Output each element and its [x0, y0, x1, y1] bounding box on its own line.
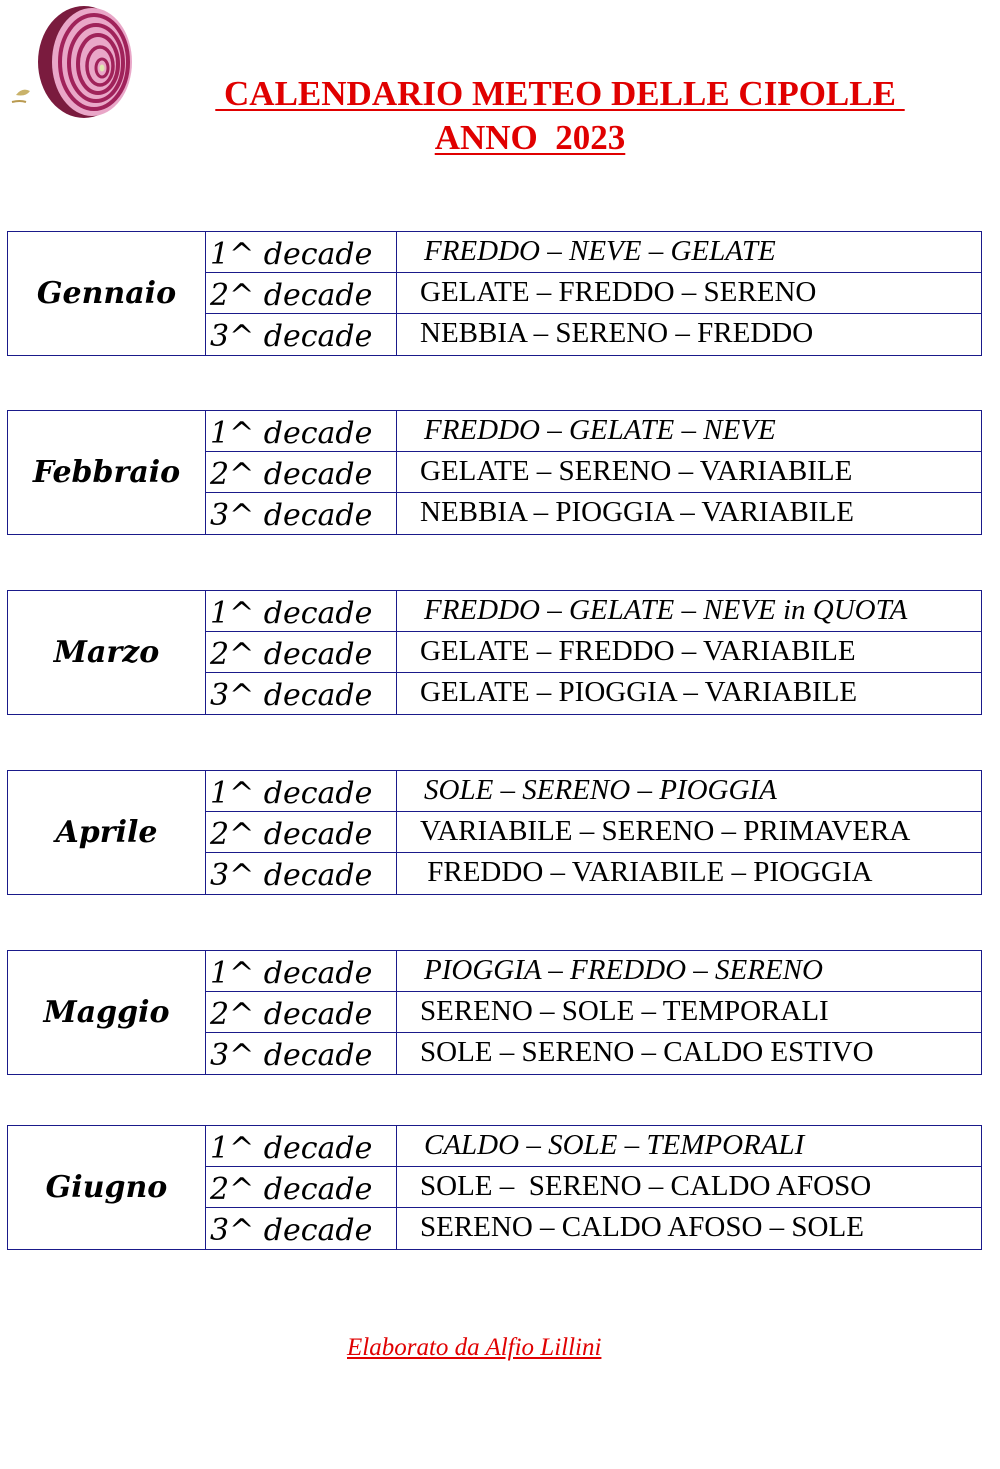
- month-table-0: [7, 231, 982, 356]
- month-table-3: [7, 770, 982, 895]
- column-divider: [396, 1208, 397, 1249]
- decade-row: [206, 632, 981, 673]
- decade-row: [206, 673, 981, 714]
- column-divider: [396, 591, 397, 631]
- decade-label: 3^ decade: [210, 498, 373, 533]
- decade-label: 2^ decade: [210, 817, 373, 852]
- forecast-text: CALDO – SOLE – TEMPORALI: [424, 1129, 805, 1161]
- decade-row: [206, 853, 981, 894]
- decade-label: 1^ decade: [210, 956, 373, 991]
- forecast-text: PIOGGIA – FREDDO – SERENO: [424, 954, 823, 986]
- column-divider: [396, 411, 397, 451]
- decade-row: [206, 411, 981, 452]
- month-name: Febbraio: [8, 411, 206, 534]
- decade-label: 3^ decade: [210, 319, 373, 354]
- month-table-2: [7, 590, 982, 715]
- month-name: Marzo: [8, 591, 206, 714]
- decade-label: 3^ decade: [210, 678, 373, 713]
- forecast-text: NEBBIA – SERENO – FREDDO: [420, 317, 814, 349]
- forecast-text: SOLE – SERENO – CALDO ESTIVO: [420, 1036, 874, 1068]
- month-name: Giugno: [8, 1126, 206, 1249]
- decade-row: [206, 951, 981, 992]
- forecast-text: FREDDO – VARIABILE – PIOGGIA: [420, 856, 873, 888]
- month-table-1: [7, 410, 982, 535]
- decade-label: 1^ decade: [210, 416, 373, 451]
- decade-label: 3^ decade: [210, 1213, 373, 1248]
- forecast-text: FREDDO – NEVE – GELATE: [424, 235, 776, 267]
- decade-row: [206, 232, 981, 273]
- forecast-text: NEBBIA – PIOGGIA – VARIABILE: [420, 496, 854, 528]
- page-title: CALENDARIO METEO DELLE CIPOLLE: [215, 74, 905, 113]
- decade-row: [206, 273, 981, 314]
- decade-row: [206, 1126, 981, 1167]
- column-divider: [396, 951, 397, 991]
- decade-row: [206, 452, 981, 493]
- forecast-text: VARIABILE – SERENO – PRIMAVERA: [420, 815, 911, 847]
- decade-row: [206, 1167, 981, 1208]
- column-divider: [396, 452, 397, 492]
- forecast-text: SOLE – SERENO – PIOGGIA: [424, 774, 777, 806]
- column-divider: [396, 1167, 397, 1207]
- column-divider: [396, 314, 397, 355]
- column-divider: [396, 273, 397, 313]
- decade-label: 1^ decade: [210, 237, 373, 272]
- forecast-text: GELATE – PIOGGIA – VARIABILE: [420, 676, 858, 708]
- decade-row: [206, 493, 981, 534]
- column-divider: [396, 632, 397, 672]
- month-table-4: [7, 950, 982, 1075]
- forecast-text: GELATE – SERENO – VARIABILE: [420, 455, 853, 487]
- decade-row: [206, 1208, 981, 1249]
- author-credit: Elaborato da Alfio Lillini: [347, 1334, 602, 1361]
- page-subtitle-year: ANNO 2023: [434, 118, 626, 157]
- decade-label: 1^ decade: [210, 1131, 373, 1166]
- decade-row: [206, 591, 981, 632]
- decade-label: 2^ decade: [210, 278, 373, 313]
- column-divider: [396, 771, 397, 811]
- forecast-text: SOLE – SERENO – CALDO AFOSO: [420, 1170, 872, 1202]
- column-divider: [396, 1033, 397, 1074]
- decade-row: [206, 812, 981, 853]
- decade-label: 3^ decade: [210, 858, 373, 893]
- forecast-text: FREDDO – GELATE – NEVE: [424, 414, 776, 446]
- forecast-text: GELATE – FREDDO – VARIABILE: [420, 635, 856, 667]
- month-name: Aprile: [8, 771, 206, 894]
- forecast-text: SERENO – CALDO AFOSO – SOLE: [420, 1211, 864, 1243]
- decade-row: [206, 314, 981, 355]
- month-table-5: [7, 1125, 982, 1250]
- column-divider: [396, 673, 397, 714]
- column-divider: [396, 232, 397, 272]
- decade-label: 1^ decade: [210, 596, 373, 631]
- column-divider: [396, 812, 397, 852]
- decade-label: 2^ decade: [210, 997, 373, 1032]
- decade-row: [206, 992, 981, 1033]
- decade-label: 1^ decade: [210, 776, 373, 811]
- month-name: Gennaio: [8, 232, 206, 355]
- decade-label: 2^ decade: [210, 637, 373, 672]
- column-divider: [396, 853, 397, 894]
- decade-label: 3^ decade: [210, 1038, 373, 1073]
- decade-label: 2^ decade: [210, 457, 373, 492]
- decade-row: [206, 1033, 981, 1074]
- forecast-text: GELATE – FREDDO – SERENO: [420, 276, 817, 308]
- column-divider: [396, 992, 397, 1032]
- decade-row: [206, 771, 981, 812]
- forecast-text: SERENO – SOLE – TEMPORALI: [420, 995, 829, 1027]
- column-divider: [396, 493, 397, 534]
- decade-label: 2^ decade: [210, 1172, 373, 1207]
- red-onion-slice-icon: [6, 0, 156, 125]
- column-divider: [396, 1126, 397, 1166]
- forecast-text: FREDDO – GELATE – NEVE in QUOTA: [424, 594, 908, 626]
- month-name: Maggio: [8, 951, 206, 1074]
